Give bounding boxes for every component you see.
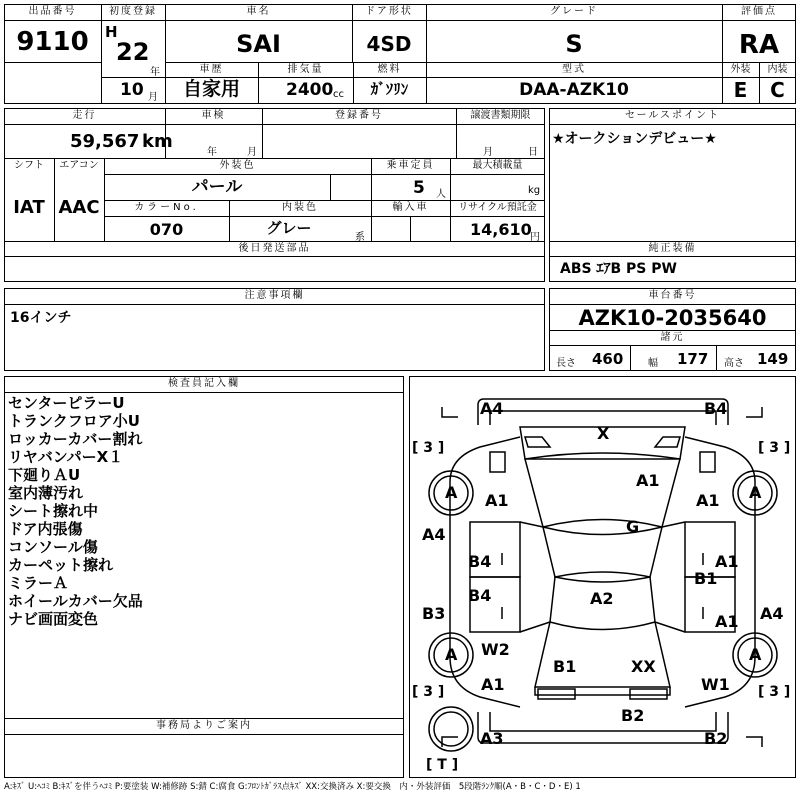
sales-point-label: セールスポイント (624, 110, 721, 121)
inspector-notes (8, 394, 143, 628)
damage-diagram (409, 376, 796, 778)
shift: IAT (13, 197, 45, 218)
score: RA (738, 30, 780, 60)
door-label: ドア形状 (365, 6, 413, 17)
mark-rear-door-right: A1 (715, 612, 739, 631)
office-label: 事務局よりご案内 (156, 720, 252, 731)
mark-fender-left: A1 (485, 491, 509, 510)
interior-score: C (770, 78, 785, 102)
dims-label: 諸元 (660, 332, 685, 343)
car-name-label: 車名 (246, 6, 271, 17)
ext-color-label: 外装色 (219, 160, 256, 171)
mark-front-grille: X (597, 424, 610, 443)
load-unit: kg (528, 185, 541, 196)
mark-wheel-rear-right: A (749, 645, 762, 664)
length-value: 460 (592, 350, 624, 368)
mark-windshield: G (626, 517, 640, 536)
mark-tire-front-right: [ 3 ] (758, 440, 791, 456)
displacement: 2400 (286, 80, 334, 100)
mark-rear-panel: B2 (621, 706, 645, 725)
year-unit: 年 (150, 67, 160, 78)
caution-label: 注意事項欄 (244, 290, 305, 301)
history-label: 車歴 (199, 64, 224, 75)
inspector-label: 検査員記入欄 (168, 378, 240, 389)
model-label: 型式 (562, 64, 586, 75)
height-value: 149 (757, 350, 789, 368)
capacity: 5 (413, 178, 425, 198)
exterior-score: E (733, 78, 748, 102)
recycle-unit: 円 (530, 232, 540, 243)
equipment-label: 純正装備 (648, 243, 697, 254)
note-line: コンソール傷 (8, 538, 98, 556)
mark-pillar-right: B1 (694, 569, 718, 588)
mark-trunk-right: XX (631, 657, 656, 676)
transfer-day-unit: 日 (528, 147, 538, 158)
mark-trunk-left: B1 (553, 657, 577, 676)
equipment-text: ABS ｴｱB PS PW (560, 261, 677, 277)
reg-no-label: 登録番号 (335, 110, 383, 121)
first-reg-year: 22 (116, 38, 150, 66)
mark-hood: A1 (636, 471, 660, 490)
mark-fender-right: A1 (696, 491, 720, 510)
mark-rear-bumper-right: B2 (704, 729, 728, 748)
int-color: グレー (266, 219, 312, 237)
note-line: ナビ画面変色 (8, 610, 99, 628)
shift-label: シフト (14, 160, 44, 171)
mileage: 59,567 (70, 131, 140, 152)
mark-front-door-right: A1 (715, 552, 739, 571)
mark-wheel-rear-left: A (445, 645, 458, 664)
mark-wheel-front-left: A (445, 483, 458, 502)
width-value: 177 (677, 350, 709, 368)
displacement-label: 排気量 (287, 64, 324, 75)
note-line: リヤバンパーX１ (8, 448, 124, 466)
mark-rear-door-left: B4 (468, 586, 492, 605)
recycle-fee: 14,610 (470, 220, 532, 239)
mark-rocker-right: A4 (760, 604, 784, 623)
interior-label: 内装 (767, 64, 788, 75)
history: 自家用 (182, 78, 240, 100)
length-label: 長さ (556, 358, 576, 369)
mark-wheel-front-right: A (749, 483, 762, 502)
lot-value: 9110 (16, 27, 89, 57)
chassis-number: AZK10-2035640 (578, 306, 767, 330)
mark-tire-rear-right: [ 3 ] (758, 684, 791, 700)
width-label: 幅 (648, 358, 658, 369)
mark-spare-tire: [ T ] (426, 757, 459, 773)
score-label: 評価点 (741, 6, 777, 17)
mileage-label: 走行 (72, 110, 97, 121)
lot-label: 出品番号 (28, 6, 77, 17)
transfer-month-unit: 月 (483, 147, 493, 158)
note-line: トランクフロア小U (8, 412, 140, 430)
chassis-label: 車台番号 (648, 290, 697, 301)
recycle-label: リサイクル預託金 (458, 202, 537, 213)
ac-label: エアコン (59, 160, 99, 171)
mark-quarter-rear-right: W1 (701, 675, 730, 694)
mark-roof: A2 (590, 589, 614, 608)
height-label: 高さ (724, 358, 744, 369)
fuel-label: 燃料 (377, 64, 402, 75)
color-no: 070 (149, 220, 184, 239)
exterior-label: 外装 (730, 64, 751, 75)
note-line: ミラーＡ (8, 574, 69, 592)
note-line: ホイールカバー欠品 (8, 592, 143, 610)
inspection-label: 車検 (201, 110, 226, 121)
note-line: ロッカーカバー割れ (8, 430, 143, 448)
grade-label: グレード (550, 6, 598, 17)
grade: S (565, 30, 583, 58)
first-reg-label: 初度登録 (109, 6, 157, 17)
fuel: ｶﾞｿﾘﾝ (370, 80, 409, 98)
load-label: 最大積載量 (472, 160, 523, 171)
ac: AAC (58, 197, 100, 218)
int-color-label: 内装色 (282, 202, 318, 213)
int-color-unit: 系 (355, 232, 365, 243)
mark-rear-bumper-left: A3 (480, 729, 504, 748)
inspection-year-unit: 年 (207, 147, 217, 158)
mileage-unit: km (142, 131, 173, 152)
capacity-unit: 人 (436, 189, 446, 200)
ext-color: パール (191, 177, 243, 197)
sales-point-text: ★オークションデビュー★ (552, 131, 717, 147)
note-line: 室内薄汚れ (8, 484, 84, 502)
legend-text: A:ｷｽﾞ U:ﾍｺﾐ B:ｷｽﾞを伴うﾍｺﾐ P:要塗装 W:補修跡 S:錆 C:腐食 G:ﾌﾛﾝﾄｶﾞﾗｽ点ｷｽﾞ XX:交換済み X:要交換 内・外装評価 5段階ﾗﾝｸ順(A・B・C・D・E) 1 (4, 782, 581, 792)
mark-front-pillar-left: A4 (422, 525, 446, 544)
caution-text: 16インチ (10, 310, 72, 326)
door-type: 4SD (366, 32, 412, 56)
note-line: ドア内張傷 (8, 520, 83, 538)
transfer-label: 譲渡書類期限 (470, 110, 531, 121)
displacement-unit: cc (333, 89, 344, 100)
mark-tire-front-left: [ 3 ] (412, 440, 445, 456)
mark-front-bumper-right: B4 (704, 399, 728, 418)
era: H (105, 23, 118, 41)
import-label: 輸入車 (392, 202, 429, 213)
mark-quarter-left: W2 (481, 640, 510, 659)
model: DAA-AZK10 (519, 80, 629, 100)
color-no-label: カラーNo. (134, 202, 199, 213)
note-line: センターピラーU (8, 394, 125, 412)
parts-label: 後日発送部品 (238, 243, 311, 254)
mark-tire-rear-left: [ 3 ] (412, 684, 445, 700)
mark-rocker-left: B3 (422, 604, 446, 623)
note-line: 下廻りＡU (8, 466, 81, 484)
mark-front-bumper-left: A4 (480, 399, 504, 418)
first-reg-month: 10 (120, 80, 144, 100)
note-line: シート擦れ中 (8, 502, 99, 520)
capacity-label: 乗車定員 (386, 160, 435, 171)
month-unit: 月 (148, 92, 158, 103)
inspection-month-unit: 月 (247, 147, 257, 158)
mark-front-door-left: B4 (468, 552, 492, 571)
mark-quarter-rear-left: A1 (481, 675, 505, 694)
note-line: カーペット擦れ (8, 556, 114, 574)
car-name: SAI (236, 30, 281, 58)
